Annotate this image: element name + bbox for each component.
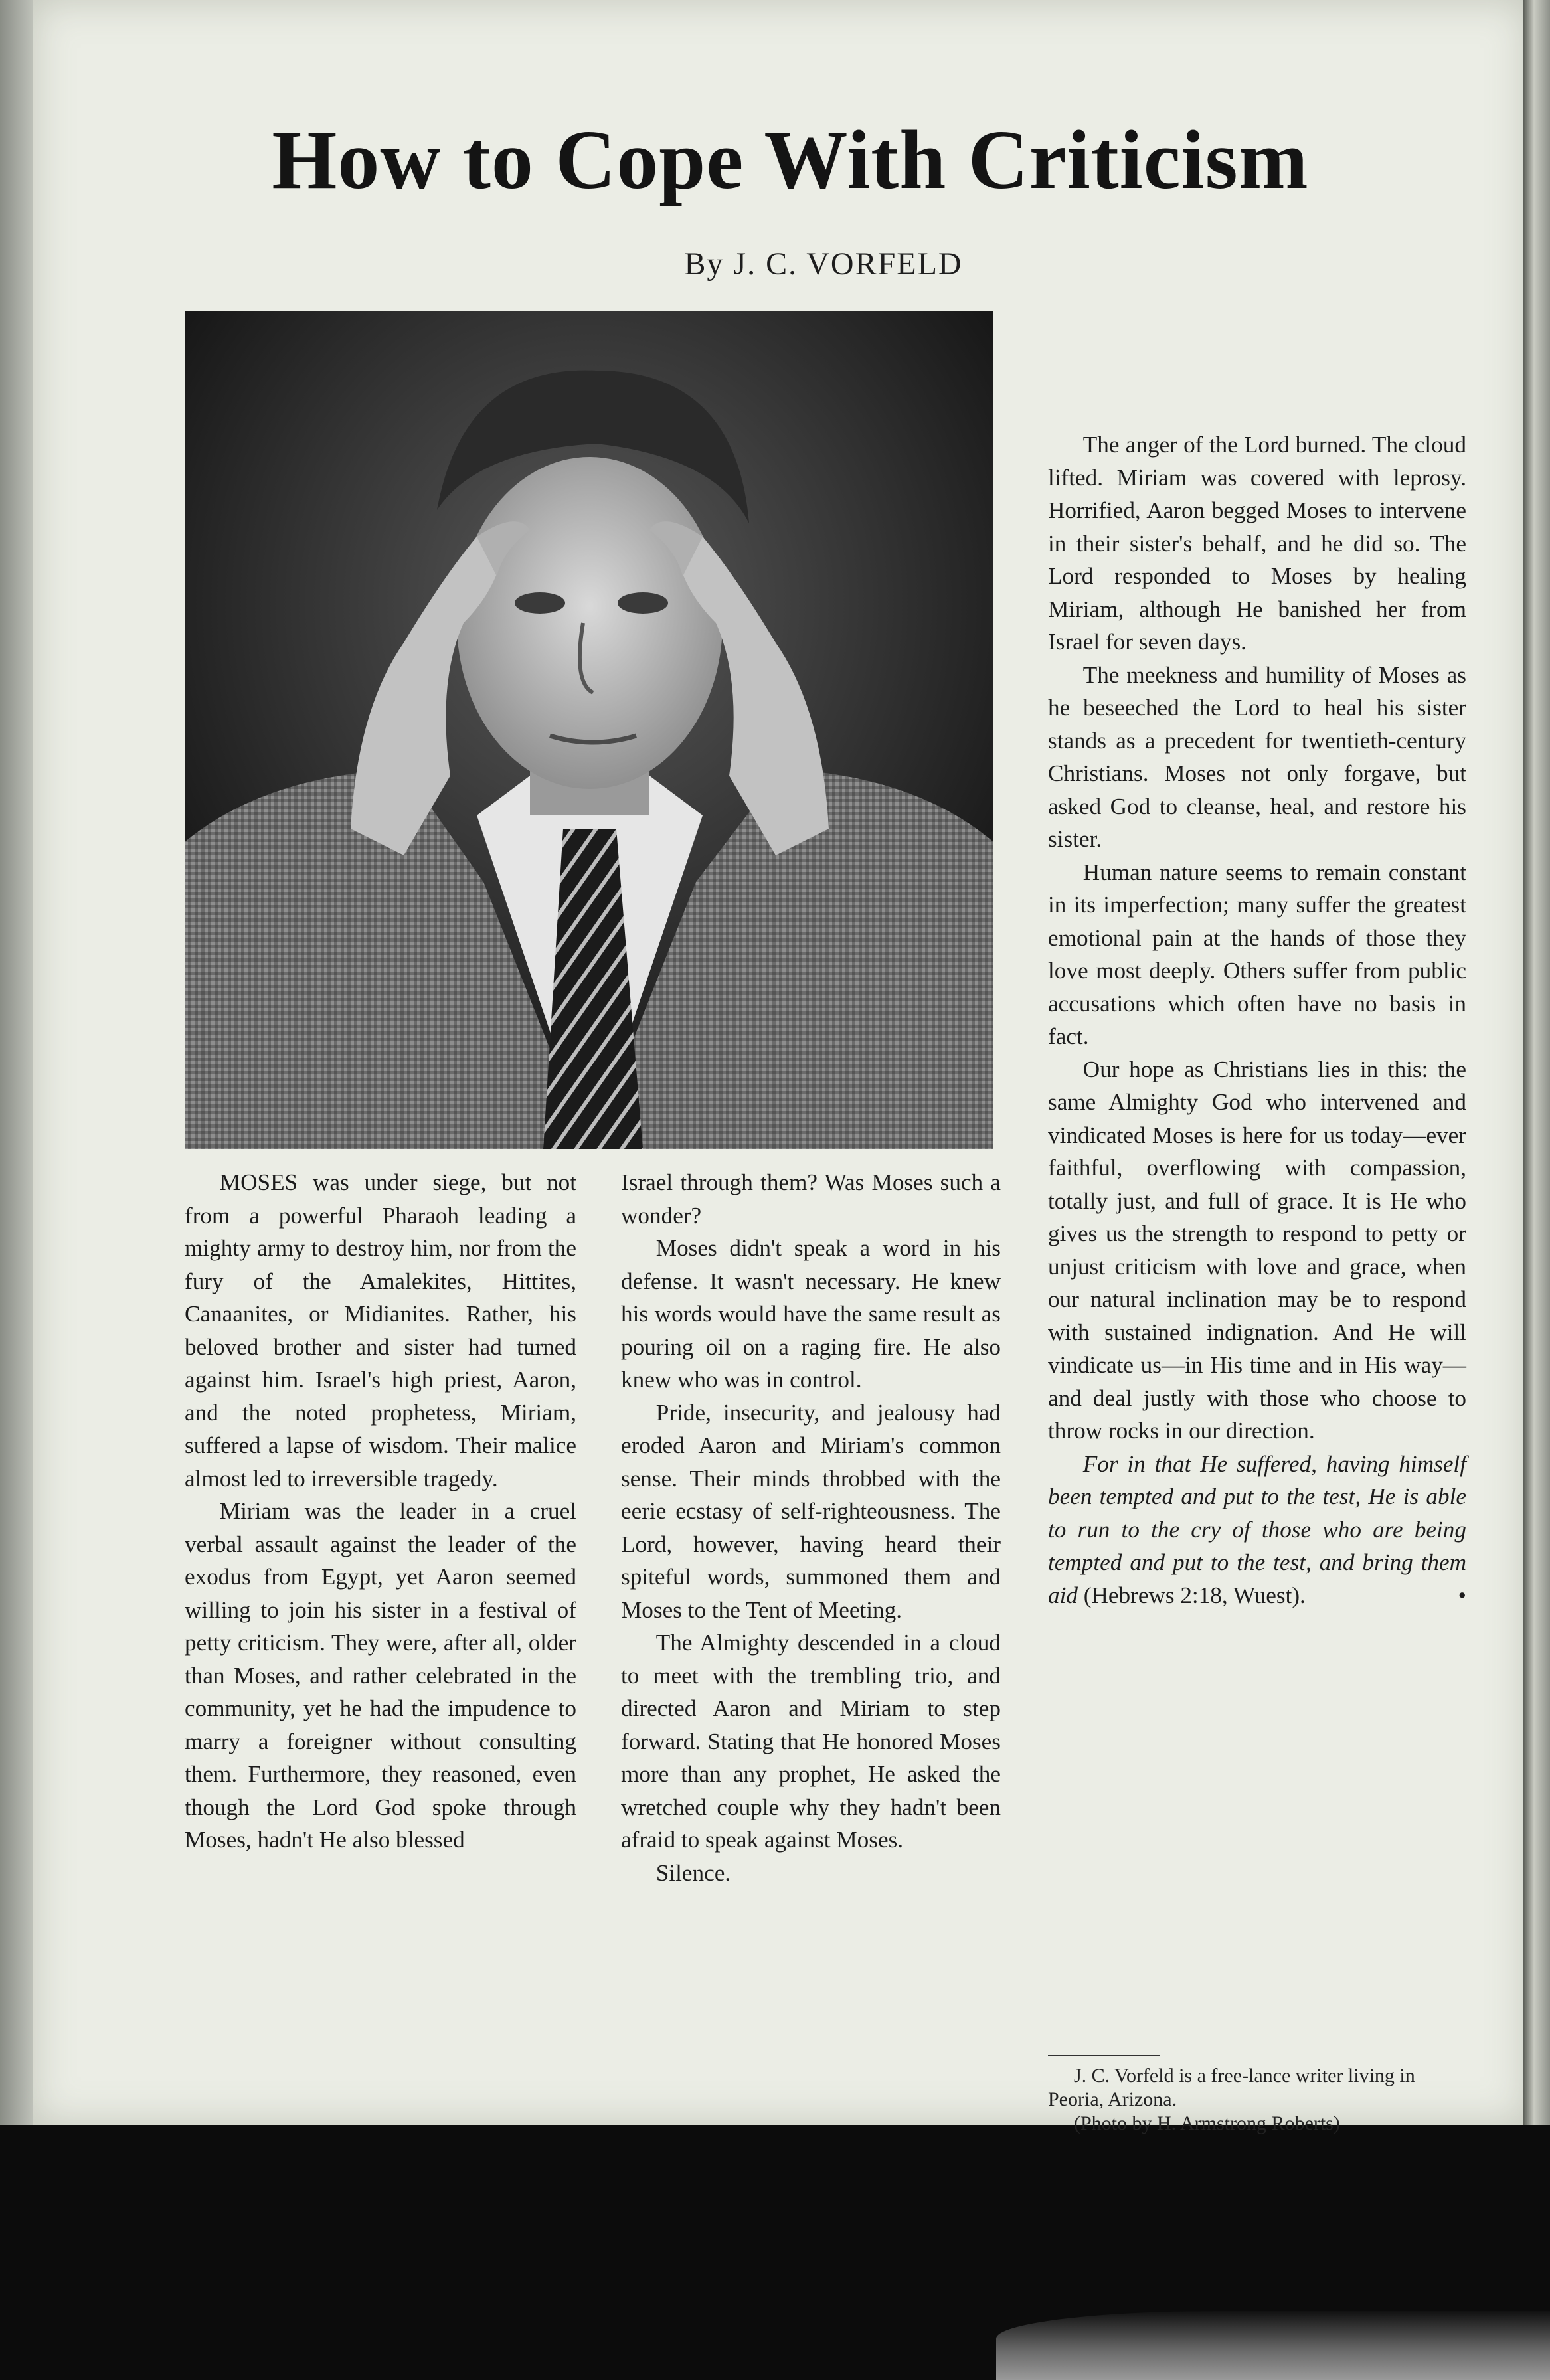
column-3 xyxy=(1048,428,1466,1612)
underlying-sheet xyxy=(996,2311,1550,2380)
paragraph: MOSES was under siege, but not from a powerful Pharaoh leading a mighty army to destroy him, nor from the fury of the Amalekites, Hittites, Canaanites, or Midianites. Rather, his beloved brother and sister had turned against him. Israel's high priest, Aaron, and the noted prophetess, Miriam, suffered a lapse of wisdom. Their malice almost led to irreversible tragedy. xyxy=(185,1169,576,1491)
paragraph: Silence. xyxy=(655,1859,731,1886)
paragraph: Moses didn't speak a word in his defense. It wasn't necessary. He knew his words would have the same result as pouring oil on a raging fire. He also knew who was in control. xyxy=(621,1235,1001,1393)
paragraph: The anger of the Lord burned. The cloud lifted. Miriam was covered with leprosy. Horrified, Aaron begged Moses to intervene in their sister's behalf, and he did so. The Lord responded to Moses by healing Miriam, although He banished her from Israel for seven days. xyxy=(1048,432,1466,655)
footnote-rule xyxy=(1048,2055,1160,2056)
paragraph: Human nature seems to remain constant in its imperfection; many suffer the greatest emotional pain at the hands of those they love most deeply. Others suffer from public accusations which often have no basis in fact. xyxy=(1048,859,1466,1049)
column-1 xyxy=(185,1166,576,1857)
article-byline: By J. C. VORFELD xyxy=(684,246,963,282)
paragraph: Our hope as Christians lies in this: the same Almighty God who intervened and vindicated Moses is here for us today—ever faithful, overflowing with compassion, totally just, and full of grace. It is He who gives us the strength to respond to petty or unjust criticism with love and grace, when our natural inclination may be to respond with sustained indignation. And He will vindicate us—in His time and in His way—and deal justly with those who choose to throw rocks in our direction. xyxy=(1048,1056,1466,1444)
paragraph: The meekness and humility of Moses as he beseeched the Lord to heal his sister stands as a precedent for twentieth-century Christians. Moses not only forgave, but asked God to cleanse, heal, and restore his sister. xyxy=(1048,661,1466,852)
author-note xyxy=(1048,2064,1466,2136)
man-holding-head-photo xyxy=(185,311,993,1149)
article-title: How to Cope With Criticism xyxy=(272,114,1309,207)
column-2 xyxy=(621,1166,1001,1889)
author-bio: J. C. Vorfeld is a free-lance writer living in Peoria, Arizona. xyxy=(1048,2065,1415,2110)
end-mark: • xyxy=(1458,1582,1466,1608)
paragraph: Israel through them? Was Moses such a wonder? xyxy=(621,1169,1001,1229)
scripture-reference: (Hebrews 2:18, Wuest). xyxy=(1083,1582,1306,1608)
paragraph: Pride, insecurity, and jealousy had eroded Aaron and Miriam's common sense. Their minds throbbed with the eerie ecstasy of self-righteousness. The Lord, however, having heard their spiteful words, summoned them and Moses to the Tent of Meeting. xyxy=(621,1399,1001,1623)
paragraph: The Almighty descended in a cloud to meet with the trembling trio, and directed Aaron and Miriam to step forward. Stating that He honored Moses more than any prophet, He asked the wretched couple why they hadn't been afraid to speak against Moses. xyxy=(621,1630,1001,1853)
article-photo xyxy=(185,311,993,1149)
page-edge xyxy=(1523,0,1550,2145)
paragraph: Miriam was the leader in a cruel verbal assault against the leader of the exodus from Egypt, yet Aaron seemed willing to join his sister in a festival of petty criticism. They were, after all, older than Moses, and rather celebrated in the community, yet he had the impudence to marry a foreigner without consulting them. Furthermore, they reasoned, even though the Lord God spoke through Moses, hadn't He also blessed xyxy=(185,1498,576,1853)
scripture-paragraph xyxy=(1048,1448,1466,1612)
scripture-quote: For in that He suffered, having himself been tempted and put to the test, He is able to run to the cry of those who are being tempted and put to the test, and bring them aid xyxy=(1048,1450,1466,1608)
photo-credit: (Photo by H. Armstrong Roberts) xyxy=(1074,2112,1340,2134)
